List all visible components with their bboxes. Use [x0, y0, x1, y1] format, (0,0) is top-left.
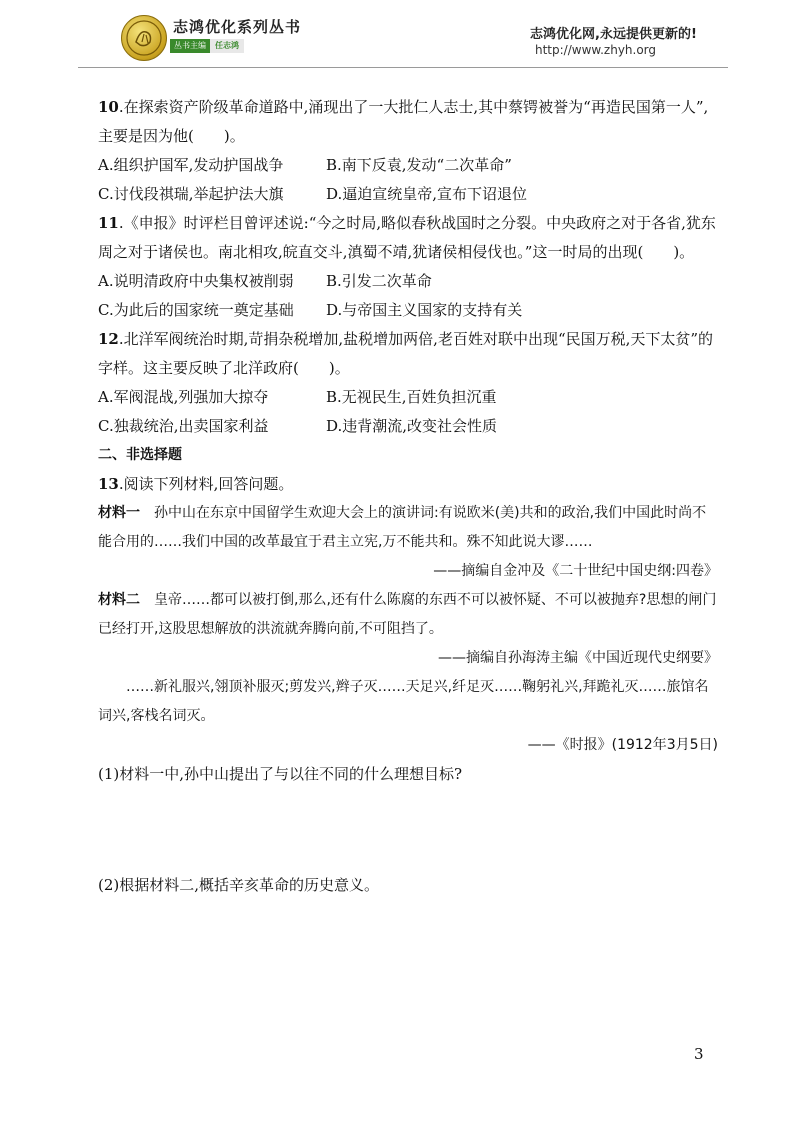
options-row: [98, 412, 718, 441]
question-number: 10: [98, 98, 119, 116]
option-a: A.军阀混战,列强加大掠夺: [98, 388, 269, 406]
sub-question-1: (1)材料一中,孙中山提出了与以往不同的什么理想目标?: [98, 765, 463, 783]
options-row: [98, 383, 718, 412]
editor-name-tag: 任志鸿: [210, 39, 244, 53]
option-c: C.讨伐段祺瑞,举起护法大旗: [98, 185, 284, 203]
option-a: A.说明清政府中央集权被削弱: [98, 272, 294, 290]
zhihong-seal-logo-icon: [121, 15, 167, 61]
material-source: ——摘编自孙海涛主编《中国近现代史纲要》: [438, 650, 718, 666]
material-label: 材料二: [98, 592, 140, 608]
question-stem: [98, 93, 718, 151]
page-header: [0, 0, 800, 74]
options-row: [98, 180, 718, 209]
option-d: D.与帝国主义国家的支持有关: [326, 301, 523, 319]
option-b: B.引发二次革命: [326, 272, 432, 290]
material-three: ……新礼服兴,翎顶补服灭;剪发兴,辫子灭……天足兴,纤足灭……鞠躬礼兴,拜跪礼灭……旅馆名词兴,客栈名词灭。: [98, 679, 709, 724]
material-one: [98, 499, 718, 557]
question-number: 13: [98, 475, 119, 493]
question-number: 12: [98, 330, 119, 348]
section-heading: 二、非选择题: [98, 447, 182, 463]
answer-space: [98, 789, 718, 871]
site-url: http://www.zhyh.org: [535, 43, 657, 57]
material-two: [98, 586, 718, 644]
question-12: [98, 325, 718, 441]
question-13: [98, 470, 718, 900]
question-stem: [98, 325, 718, 383]
brand-title: 志鸿优化系列丛书: [173, 18, 302, 36]
option-c: C.为此后的国家统一奠定基础: [98, 301, 294, 319]
option-b: B.南下反袁,发动“二次革命”: [326, 156, 512, 174]
material-source: ——摘编自金冲及《二十世纪中国史纲:四卷》: [433, 563, 718, 579]
option-d: D.违背潮流,改变社会性质: [326, 417, 498, 435]
editor-tag: 丛书主编: [170, 39, 210, 53]
question-number: 11: [98, 214, 119, 232]
options-row: [98, 267, 718, 296]
page-number: 3: [694, 1045, 704, 1063]
material-label: 材料一: [98, 505, 140, 521]
material-text: 皇帝……都可以被打倒,那么,还有什么陈腐的东西不可以被怀疑、不可以被抛弃?思想的闸门已经打开,这股思想解放的洪流就奔腾向前,不可阻挡了。: [98, 592, 717, 637]
option-c: C.独裁统治,出卖国家利益: [98, 417, 269, 435]
question-stem: [98, 470, 718, 499]
sub-question-2: (2)根据材料二,概括辛亥革命的历史意义。: [98, 876, 380, 894]
options-row: [98, 151, 718, 180]
option-d: D.逼迫宣统皇帝,宣布下诏退位: [326, 185, 528, 203]
option-b: B.无视民生,百姓负担沉重: [326, 388, 497, 406]
question-text: .阅读下列材料,回答问题。: [118, 475, 294, 493]
question-10: [98, 93, 718, 209]
page-content: [98, 93, 718, 900]
question-stem: [98, 209, 718, 267]
header-divider: [78, 67, 728, 68]
options-row: [98, 296, 718, 325]
site-slogan: 志鸿优化网,永远提供更新的!: [530, 27, 697, 42]
option-a: A.组织护国军,发动护国战争: [98, 156, 284, 174]
question-text: .在探索资产阶级革命道路中,涌现出了一大批仁人志士,其中蔡锷被誉为“再造民国第一人”,主要是因为他( )。: [98, 98, 709, 145]
material-text: 孙中山在东京中国留学生欢迎大会上的演讲词:有说欧米(美)共和的政治,我们中国此时尚不能合用的……我们中国的改革最宜于君主立宪,万不能共和。殊不知此说大谬……: [98, 505, 707, 550]
material-source: ——《时报》(1912年3月5日): [527, 737, 718, 753]
question-text: .《申报》时评栏目曾评述说:“今之时局,略似春秋战国时之分裂。中央政府之对于各省,犹东周之对于诸侯也。南北相攻,皖直交斗,滇蜀不靖,犹诸侯相侵伐也。”这一时局的出现( )。: [98, 214, 716, 261]
question-11: [98, 209, 718, 325]
question-text: .北洋军阀统治时期,苛捐杂税增加,盐税增加两倍,老百姓对联中出现“民国万税,天下太贫”的字样。这主要反映了北洋政府( )。: [98, 330, 714, 377]
brand-tags: [170, 39, 244, 53]
